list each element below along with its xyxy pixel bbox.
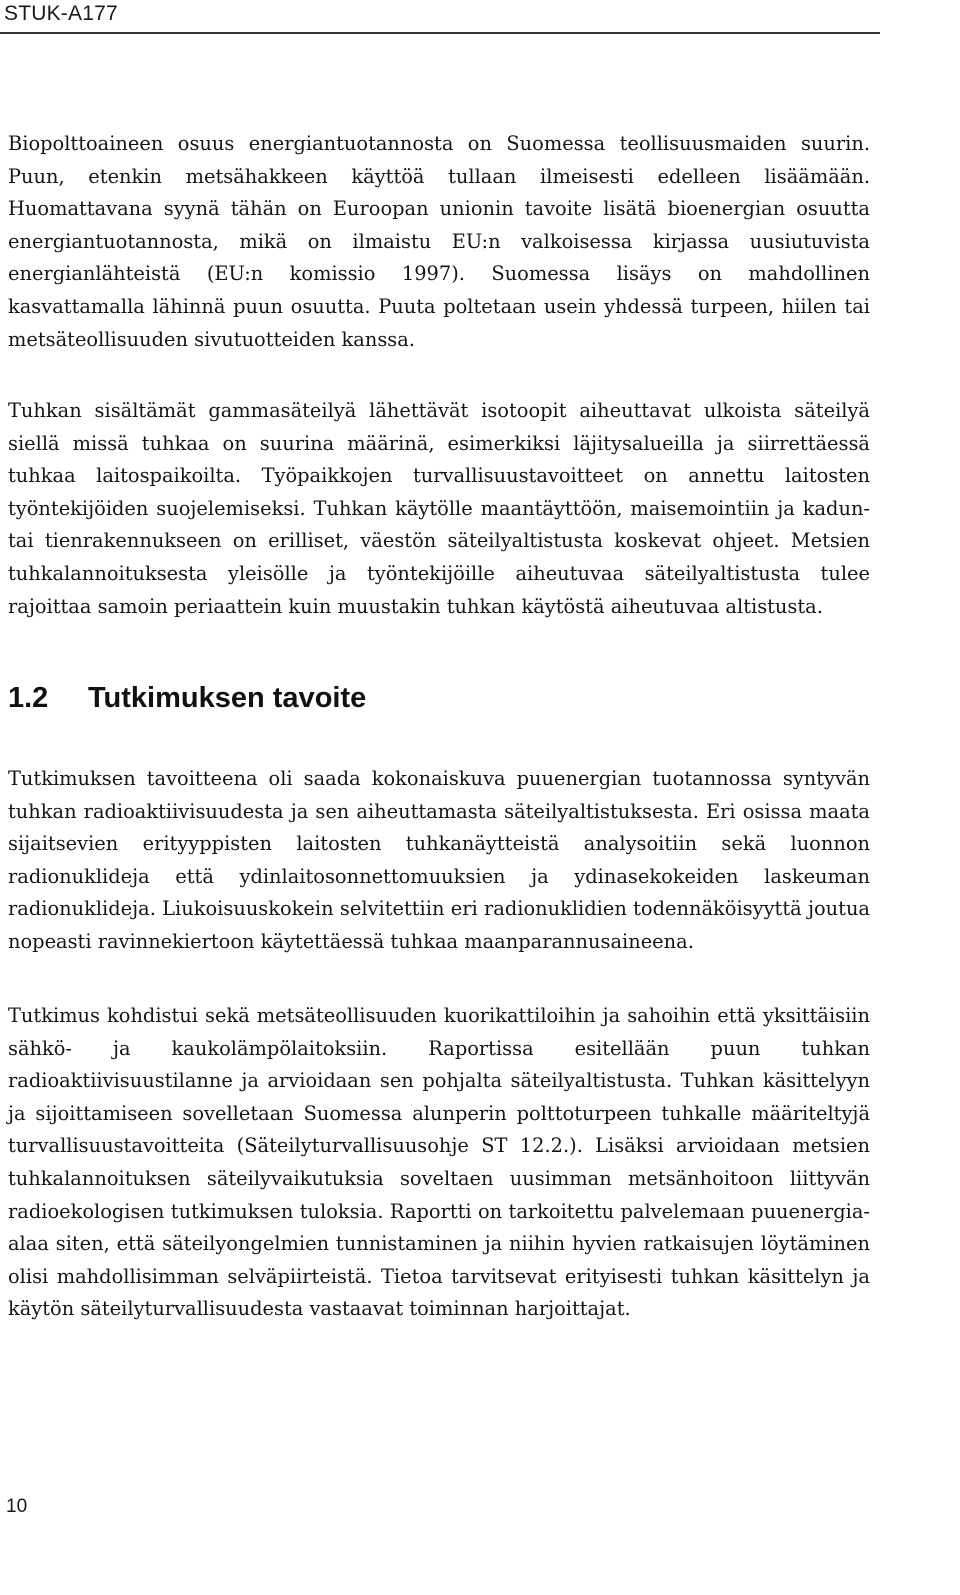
paragraph-study-goal: Tutkimuksen tavoitteena oli saada kokonaiskuva puuenergian tuotannossa syntyvän tuhkan radioaktiivisuudesta ja sen aiheuttamasta säteilyaltistuksesta. Eri osissa maata sijaitsevien erityyppisten laitosten tuhkanäytteistä analysoitiin sekä luonnon radionuklideja että ydinlaitosonnettomuuksien ja ydinasekokeiden laskeuman radionuklideja. Liukoisuuskokein selvitettiin eri radionuklidien todennäköisyyttä joutua nopeasti ravinnekiertoon käytettäessä tuhkaa maanparannusaineena. bbox=[8, 767, 870, 953]
report-series-label: STUK-A177 bbox=[4, 2, 118, 25]
paragraph-ash-radiation: Tuhkan sisältämät gammasäteilyä lähettävät isotoopit aiheuttavat ulkoista säteilyä siellä missä tuhkaa on suurina määrinä, esimerkiksi läjitysalueilla ja siirrettäessä tuhkaa laitospaikoilta. Työpaikkojen turvallisuustavoitteet on annettu laitosten työntekijöiden suojelemiseksi. Tuhkan käytölle maantäyttöön, maisemointiin ja kadun- tai tienrakennukseen on erilliset, väestön säteilyaltistusta koskevat ohjeet. Metsien tuhkalannoituksesta yleisölle ja työntekijöille aiheutuvaa säteilyaltistusta tulee rajoittaa samoin periaattein kuin muustakin tuhkan käytöstä aiheutuvaa altistusta. bbox=[8, 399, 870, 618]
section-title: Tutkimuksen tavoite bbox=[88, 682, 367, 714]
paragraph-biofuel-share: Biopolttoaineen osuus energiantuotannosta on Suomessa teollisuusmaiden suurin. Puun, etenkin metsähakkeen käyttöä tullaan ilmeisesti edelleen lisäämään. Huomattavana syynä tähän on Euroopan unionin tavoite lisätä bioenergian osuutta energiantuotannosta, mikä on ilmaistu EU:n valkoisessa kirjassa uusiutuvista energianlähteistä (EU:n komissio 1997). Suomessa lisäys on mahdollinen kasvattamalla lähinnä puun osuutta. Puuta poltetaan usein yhdessä turpeen, hiilen tai metsäteollisuuden sivutuotteiden kanssa. bbox=[8, 132, 870, 351]
section-number: 1.2 bbox=[8, 682, 49, 714]
header-divider bbox=[0, 32, 880, 34]
paragraph-study-scope: Tutkimus kohdistui sekä metsäteollisuuden kuorikattiloihin ja sahoihin että yksittäisiin sähkö- ja kaukolämpölaitoksiin. Raportissa esitellään puun tuhkan radioaktiivisuustilanne ja arvioidaan sen pohjalta säteilyaltistusta. Tuhkan käsittelyyn ja sijoittamiseen sovelletaan Suomessa alunperin polttoturpeen tuhkalle määriteltyjä turvallisuustavoitteita (Säteilyturvallisuusohje ST 12.2.). Lisäksi arvioidaan metsien tuhkalannoituksen säteilyvaikutuksia soveltaen uusimman metsänhoitoon liittyvän radioekologisen tutkimuksen tuloksia. Raportti on tarkoitettu palvelemaan puuenergia-alaa siten, että säteilyongelmien tunnistaminen ja niihin hyvien ratkaisujen löytäminen olisi mahdollisimman selväpiirteistä. Tietoa tarvitsevat erityisesti tuhkan käsittelyn ja käytön säteilyturvallisuudesta vastaavat toiminnan harjoittajat. bbox=[8, 1004, 870, 1321]
section-heading bbox=[8, 682, 366, 715]
page-number: 10 bbox=[6, 1496, 28, 1517]
